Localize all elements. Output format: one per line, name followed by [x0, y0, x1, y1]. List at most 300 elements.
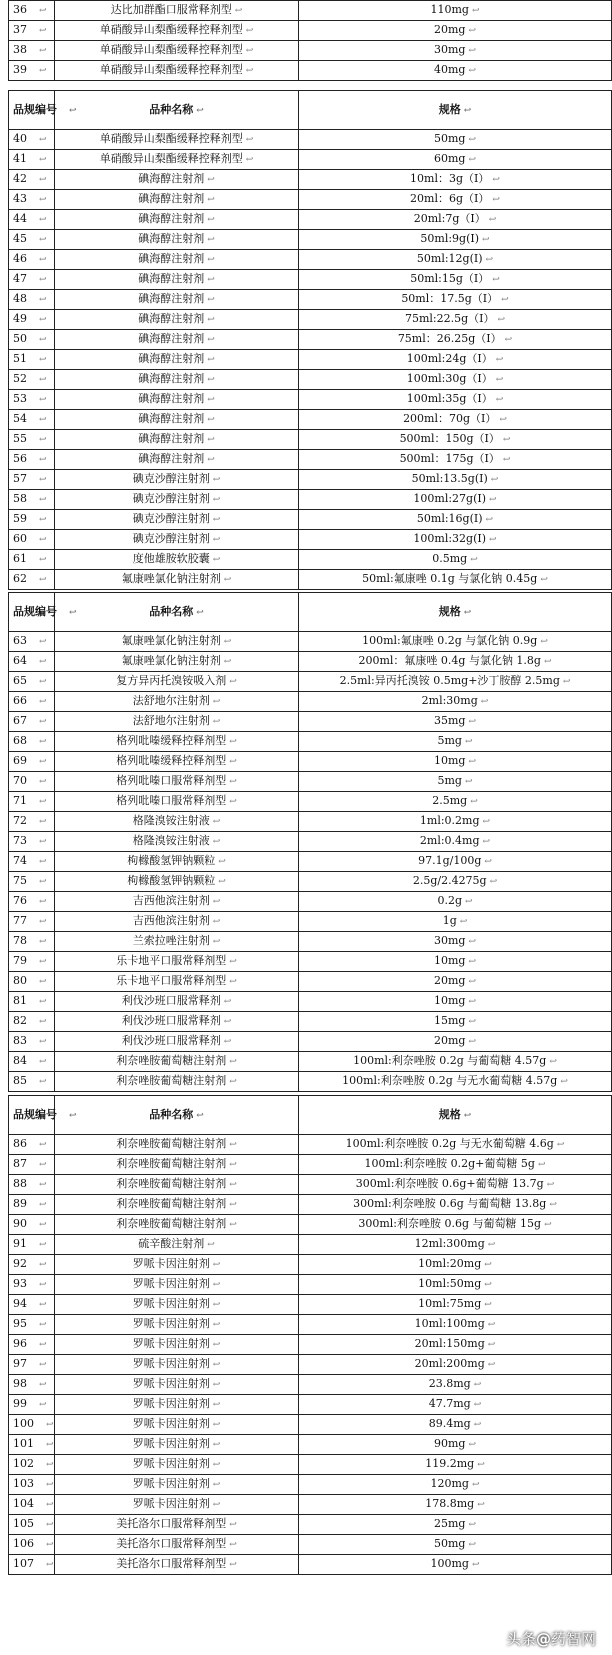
table-row	[9, 550, 612, 570]
return-mark-icon: ↩	[245, 66, 254, 76]
return-mark-icon: ↩	[39, 175, 47, 185]
row-spec: 200ml：70g（Ⅰ） ↩	[299, 410, 612, 430]
row-spec: 300ml:利奈唑胺 0.6g+葡萄糖 13.7g ↩	[299, 1175, 612, 1195]
row-spec: 50ml:15g（Ⅰ） ↩	[299, 270, 612, 290]
table-row	[9, 812, 612, 832]
row-spec: 100ml:30g（Ⅰ） ↩	[299, 370, 612, 390]
row-drug-name: 美托洛尔口服常释剂型 ↩	[55, 1555, 299, 1575]
header-spec: 规格 ↩	[299, 1096, 612, 1135]
table-row	[9, 1195, 612, 1215]
table-row	[9, 490, 612, 510]
row-drug-name: 氟康唑氯化钠注射剂 ↩	[55, 632, 299, 652]
return-mark-icon: ↩	[207, 275, 215, 285]
return-mark-icon: ↩	[212, 1300, 221, 1310]
return-mark-icon: ↩	[499, 415, 507, 425]
row-code: 50 ↩	[9, 330, 55, 350]
return-mark-icon: ↩	[468, 977, 477, 987]
row-drug-name: 碘海醇注射剂 ↩	[55, 210, 299, 230]
return-mark-icon: ↩	[459, 917, 468, 927]
table-row	[9, 150, 612, 170]
return-mark-icon: ↩	[39, 1380, 47, 1390]
return-mark-icon: ↩	[212, 1260, 221, 1270]
row-code: 57 ↩	[9, 470, 55, 490]
row-drug-name: 格列吡嗪口服常释剂型 ↩	[55, 772, 299, 792]
row-code: 84 ↩	[9, 1052, 55, 1072]
return-mark-icon: ↩	[229, 1140, 237, 1150]
return-mark-icon: ↩	[212, 937, 221, 947]
row-drug-name: 碘海醇注射剂 ↩	[55, 170, 299, 190]
table-header-row	[9, 593, 612, 632]
row-drug-name: 碘海醇注射剂 ↩	[55, 430, 299, 450]
row-code: 103 ↩	[9, 1475, 55, 1495]
return-mark-icon: ↩	[468, 717, 477, 727]
return-mark-icon: ↩	[492, 175, 500, 185]
return-mark-icon: ↩	[487, 1360, 496, 1370]
row-drug-name: 格列吡嗪口服常释剂型 ↩	[55, 792, 299, 812]
row-spec: 10mg ↩	[299, 752, 612, 772]
table-row	[9, 210, 612, 230]
return-mark-icon: ↩	[212, 717, 221, 727]
row-code: 88 ↩	[9, 1175, 55, 1195]
return-mark-icon: ↩	[207, 355, 215, 365]
row-code: 66 ↩	[9, 692, 55, 712]
row-drug-name: 单硝酸异山梨酯缓释控释剂型 ↩	[55, 130, 299, 150]
row-drug-name: 罗哌卡因注射剂 ↩	[55, 1435, 299, 1455]
return-mark-icon: ↩	[207, 435, 215, 445]
row-drug-name: 罗哌卡因注射剂 ↩	[55, 1355, 299, 1375]
return-mark-icon: ↩	[39, 637, 47, 647]
row-drug-name: 碘海醇注射剂 ↩	[55, 350, 299, 370]
return-mark-icon: ↩	[484, 1280, 492, 1290]
return-mark-icon: ↩	[39, 897, 47, 907]
row-drug-name: 格列吡嗪缓释控释剂型 ↩	[55, 732, 299, 752]
return-mark-icon: ↩	[39, 375, 47, 385]
return-mark-icon: ↩	[39, 155, 47, 165]
row-spec: 500ml：150g（Ⅰ） ↩	[299, 430, 612, 450]
table-row	[9, 1375, 612, 1395]
row-drug-name: 罗哌卡因注射剂 ↩	[55, 1335, 299, 1355]
return-mark-icon: ↩	[468, 1017, 477, 1027]
return-mark-icon: ↩	[229, 1560, 237, 1570]
row-drug-name: 碘海醇注射剂 ↩	[55, 390, 299, 410]
return-mark-icon: ↩	[229, 677, 237, 687]
return-mark-icon: ↩	[39, 575, 47, 585]
table-row	[9, 1052, 612, 1072]
row-code: 48 ↩	[9, 290, 55, 310]
return-mark-icon: ↩	[39, 957, 47, 967]
return-mark-icon: ↩	[229, 757, 237, 767]
return-mark-icon: ↩	[482, 817, 491, 827]
row-code: 47 ↩	[9, 270, 55, 290]
return-mark-icon: ↩	[504, 335, 513, 345]
return-mark-icon: ↩	[39, 46, 47, 56]
row-spec: 23.8mg ↩	[299, 1375, 612, 1395]
row-code: 104 ↩	[9, 1495, 55, 1515]
return-mark-icon: ↩	[229, 1520, 237, 1530]
return-mark-icon: ↩	[485, 515, 494, 525]
row-drug-name: 罗哌卡因注射剂 ↩	[55, 1475, 299, 1495]
row-code: 100 ↩	[9, 1415, 55, 1435]
row-spec: 100ml:利奈唑胺 0.2g 与无水葡萄糖 4.57g ↩	[299, 1072, 612, 1092]
return-mark-icon: ↩	[229, 977, 237, 987]
return-mark-icon: ↩	[207, 395, 215, 405]
table-row	[9, 41, 612, 61]
row-spec: 2ml:30mg ↩	[299, 692, 612, 712]
row-drug-name: 利奈唑胺葡萄糖注射剂 ↩	[55, 1175, 299, 1195]
row-spec: 50ml:12g(Ⅰ) ↩	[299, 250, 612, 270]
row-drug-name: 美托洛尔口服常释剂型 ↩	[55, 1535, 299, 1555]
return-mark-icon: ↩	[46, 1440, 54, 1450]
return-mark-icon: ↩	[463, 607, 472, 618]
row-code: 45 ↩	[9, 230, 55, 250]
return-mark-icon: ↩	[46, 1500, 54, 1510]
row-drug-name: 碘海醇注射剂 ↩	[55, 450, 299, 470]
return-mark-icon: ↩	[207, 375, 215, 385]
return-mark-icon: ↩	[229, 777, 237, 787]
return-mark-icon: ↩	[488, 215, 497, 225]
return-mark-icon: ↩	[39, 757, 47, 767]
row-code: 92 ↩	[9, 1255, 55, 1275]
row-code: 60 ↩	[9, 530, 55, 550]
return-mark-icon: ↩	[39, 275, 47, 285]
return-mark-icon: ↩	[196, 607, 204, 618]
row-code: 63 ↩	[9, 632, 55, 652]
return-mark-icon: ↩	[245, 155, 254, 165]
return-mark-icon: ↩	[39, 335, 47, 345]
row-spec: 20mg ↩	[299, 1032, 612, 1052]
table-row	[9, 250, 612, 270]
table-row	[9, 832, 612, 852]
table-row	[9, 1072, 612, 1092]
table-row	[9, 1295, 612, 1315]
return-mark-icon: ↩	[468, 26, 477, 36]
row-code: 78 ↩	[9, 932, 55, 952]
row-spec: 300ml:利奈唑胺 0.6g 与葡萄糖 15g ↩	[299, 1215, 612, 1235]
return-mark-icon: ↩	[46, 1560, 54, 1570]
table-row	[9, 1255, 612, 1275]
table-row	[9, 732, 612, 752]
row-drug-name: 格隆溴铵注射液 ↩	[55, 832, 299, 852]
row-code: 56 ↩	[9, 450, 55, 470]
row-drug-name: 达比加群酯口服常释剂型 ↩	[55, 1, 299, 21]
return-mark-icon: ↩	[39, 1037, 47, 1047]
row-code: 71 ↩	[9, 792, 55, 812]
row-spec: 25mg ↩	[299, 1515, 612, 1535]
row-code: 52 ↩	[9, 370, 55, 390]
header-name: 品种名称 ↩	[55, 593, 299, 632]
return-mark-icon: ↩	[468, 1037, 477, 1047]
row-spec: 20ml:200mg ↩	[299, 1355, 612, 1375]
row-drug-name: 吉西他滨注射剂 ↩	[55, 892, 299, 912]
return-mark-icon: ↩	[39, 455, 47, 465]
row-code: 44 ↩	[9, 210, 55, 230]
return-mark-icon: ↩	[212, 1380, 221, 1390]
return-mark-icon: ↩	[502, 435, 511, 445]
return-mark-icon: ↩	[39, 1280, 47, 1290]
return-mark-icon: ↩	[39, 797, 47, 807]
row-drug-name: 单硝酸异山梨酯缓释控释剂型 ↩	[55, 21, 299, 41]
return-mark-icon: ↩	[212, 475, 221, 485]
row-drug-name: 罗哌卡因注射剂 ↩	[55, 1315, 299, 1335]
return-mark-icon: ↩	[39, 66, 47, 76]
table-row	[9, 1415, 612, 1435]
row-drug-name: 利奈唑胺葡萄糖注射剂 ↩	[55, 1052, 299, 1072]
row-code: 41 ↩	[9, 150, 55, 170]
row-code: 36 ↩	[9, 1, 55, 21]
return-mark-icon: ↩	[39, 1400, 47, 1410]
return-mark-icon: ↩	[39, 295, 47, 305]
row-code: 89 ↩	[9, 1195, 55, 1215]
row-drug-name: 单硝酸异山梨酯缓释控释剂型 ↩	[55, 61, 299, 81]
return-mark-icon: ↩	[212, 535, 221, 545]
row-drug-name: 法舒地尔注射剂 ↩	[55, 692, 299, 712]
row-code: 75 ↩	[9, 872, 55, 892]
return-mark-icon: ↩	[39, 917, 47, 927]
row-drug-name: 碘海醇注射剂 ↩	[55, 310, 299, 330]
return-mark-icon: ↩	[473, 1400, 482, 1410]
return-mark-icon: ↩	[468, 155, 477, 165]
return-mark-icon: ↩	[69, 1110, 77, 1121]
row-code: 65 ↩	[9, 672, 55, 692]
header-code: 品规编号 ↩	[9, 593, 55, 632]
table-row	[9, 1012, 612, 1032]
return-mark-icon: ↩	[492, 275, 500, 285]
row-drug-name: 利奈唑胺葡萄糖注射剂 ↩	[55, 1072, 299, 1092]
return-mark-icon: ↩	[212, 1340, 221, 1350]
row-code: 90 ↩	[9, 1215, 55, 1235]
row-spec: 2ml:0.4mg ↩	[299, 832, 612, 852]
row-code: 80 ↩	[9, 972, 55, 992]
return-mark-icon: ↩	[69, 105, 77, 116]
return-mark-icon: ↩	[39, 1300, 47, 1310]
row-drug-name: 美托洛尔口服常释剂型 ↩	[55, 1515, 299, 1535]
table-row	[9, 470, 612, 490]
return-mark-icon: ↩	[212, 817, 221, 827]
row-spec: 50ml:13.5g(Ⅰ) ↩	[299, 470, 612, 490]
return-mark-icon: ↩	[39, 1140, 47, 1150]
row-drug-name: 乐卡地平口服常释剂型 ↩	[55, 972, 299, 992]
table-row	[9, 410, 612, 430]
return-mark-icon: ↩	[212, 917, 221, 927]
table-row	[9, 632, 612, 652]
row-drug-name: 利奈唑胺葡萄糖注射剂 ↩	[55, 1135, 299, 1155]
row-drug-name: 碘海醇注射剂 ↩	[55, 370, 299, 390]
header-code: 品规编号 ↩	[9, 91, 55, 130]
return-mark-icon: ↩	[207, 295, 215, 305]
table-row	[9, 972, 612, 992]
return-mark-icon: ↩	[463, 105, 472, 116]
row-drug-name: 法舒地尔注射剂 ↩	[55, 712, 299, 732]
return-mark-icon: ↩	[39, 1160, 47, 1170]
return-mark-icon: ↩	[495, 375, 504, 385]
row-code: 105 ↩	[9, 1515, 55, 1535]
return-mark-icon: ↩	[69, 607, 77, 618]
return-mark-icon: ↩	[473, 1380, 482, 1390]
return-mark-icon: ↩	[207, 415, 215, 425]
return-mark-icon: ↩	[489, 877, 498, 887]
return-mark-icon: ↩	[39, 937, 47, 947]
row-spec: 100ml:27g(Ⅰ) ↩	[299, 490, 612, 510]
return-mark-icon: ↩	[495, 355, 504, 365]
table-row	[9, 510, 612, 530]
row-code: 96 ↩	[9, 1335, 55, 1355]
return-mark-icon: ↩	[501, 295, 509, 305]
table-row	[9, 1435, 612, 1455]
return-mark-icon: ↩	[482, 837, 491, 847]
table-row	[9, 1315, 612, 1335]
row-code: 39 ↩	[9, 61, 55, 81]
row-code: 70 ↩	[9, 772, 55, 792]
table-row	[9, 1215, 612, 1235]
row-code: 72 ↩	[9, 812, 55, 832]
row-code: 42 ↩	[9, 170, 55, 190]
return-mark-icon: ↩	[468, 937, 477, 947]
drug-table-block-4	[8, 1095, 612, 1575]
return-mark-icon: ↩	[544, 1220, 552, 1230]
return-mark-icon: ↩	[489, 535, 497, 545]
return-mark-icon: ↩	[39, 435, 47, 445]
return-mark-icon: ↩	[234, 6, 243, 16]
return-mark-icon: ↩	[480, 697, 489, 707]
row-spec: 97.1g/100g ↩	[299, 852, 612, 872]
return-mark-icon: ↩	[212, 1360, 221, 1370]
return-mark-icon: ↩	[229, 1077, 237, 1087]
row-drug-name: 碘克沙醇注射剂 ↩	[55, 510, 299, 530]
return-mark-icon: ↩	[39, 657, 47, 667]
return-mark-icon: ↩	[223, 657, 232, 667]
return-mark-icon: ↩	[39, 1240, 47, 1250]
row-spec: 119.2mg ↩	[299, 1455, 612, 1475]
return-mark-icon: ↩	[245, 26, 254, 36]
table-row	[9, 1555, 612, 1575]
return-mark-icon: ↩	[39, 837, 47, 847]
table-row	[9, 1455, 612, 1475]
table-row	[9, 330, 612, 350]
row-spec: 100ml:35g（Ⅰ） ↩	[299, 390, 612, 410]
return-mark-icon: ↩	[39, 355, 47, 365]
row-spec: 20mg ↩	[299, 21, 612, 41]
return-mark-icon: ↩	[212, 515, 221, 525]
row-spec: 10ml:50mg ↩	[299, 1275, 612, 1295]
table-row	[9, 350, 612, 370]
return-mark-icon: ↩	[223, 637, 232, 647]
return-mark-icon: ↩	[556, 1140, 565, 1150]
row-spec: 50ml:9g(Ⅰ) ↩	[299, 230, 612, 250]
row-spec: 2.5mg ↩	[299, 792, 612, 812]
table-row	[9, 1535, 612, 1555]
row-code: 67 ↩	[9, 712, 55, 732]
return-mark-icon: ↩	[468, 66, 477, 76]
return-mark-icon: ↩	[492, 195, 500, 205]
table-row	[9, 1515, 612, 1535]
table-header-row	[9, 91, 612, 130]
row-spec: 5mg ↩	[299, 732, 612, 752]
row-code: 77 ↩	[9, 912, 55, 932]
row-code: 102 ↩	[9, 1455, 55, 1475]
return-mark-icon: ↩	[477, 1460, 485, 1470]
table-row	[9, 912, 612, 932]
row-spec: 47.7mg ↩	[299, 1395, 612, 1415]
row-code: 107 ↩	[9, 1555, 55, 1575]
row-code: 81 ↩	[9, 992, 55, 1012]
return-mark-icon: ↩	[46, 1540, 54, 1550]
row-code: 94 ↩	[9, 1295, 55, 1315]
return-mark-icon: ↩	[497, 315, 506, 325]
return-mark-icon: ↩	[229, 1200, 237, 1210]
return-mark-icon: ↩	[546, 1180, 555, 1190]
return-mark-icon: ↩	[39, 1360, 47, 1370]
row-code: 59 ↩	[9, 510, 55, 530]
row-code: 86 ↩	[9, 1135, 55, 1155]
return-mark-icon: ↩	[39, 1320, 47, 1330]
row-code: 43 ↩	[9, 190, 55, 210]
table-row	[9, 270, 612, 290]
return-mark-icon: ↩	[549, 1057, 557, 1067]
row-spec: 50ml：17.5g（Ⅰ） ↩	[299, 290, 612, 310]
row-spec: 100ml:32g(Ⅰ) ↩	[299, 530, 612, 550]
return-mark-icon: ↩	[39, 677, 47, 687]
row-code: 76 ↩	[9, 892, 55, 912]
return-mark-icon: ↩	[470, 797, 478, 807]
row-spec: 20ml:150mg ↩	[299, 1335, 612, 1355]
return-mark-icon: ↩	[39, 1220, 47, 1230]
return-mark-icon: ↩	[465, 897, 473, 907]
return-mark-icon: ↩	[218, 877, 226, 887]
table-row	[9, 230, 612, 250]
return-mark-icon: ↩	[212, 555, 221, 565]
return-mark-icon: ↩	[468, 135, 477, 145]
row-spec: 100ml:24g（Ⅰ） ↩	[299, 350, 612, 370]
row-code: 38 ↩	[9, 41, 55, 61]
row-spec: 10mg ↩	[299, 992, 612, 1012]
return-mark-icon: ↩	[468, 757, 477, 767]
row-drug-name: 碘克沙醇注射剂 ↩	[55, 470, 299, 490]
row-spec: 10ml:20mg ↩	[299, 1255, 612, 1275]
return-mark-icon: ↩	[212, 1420, 221, 1430]
row-drug-name: 碘海醇注射剂 ↩	[55, 190, 299, 210]
return-mark-icon: ↩	[540, 575, 548, 585]
row-code: 40 ↩	[9, 130, 55, 150]
row-drug-name: 度他雄胺软胶囊 ↩	[55, 550, 299, 570]
table-row	[9, 450, 612, 470]
row-spec: 50ml:16g(Ⅰ) ↩	[299, 510, 612, 530]
table-row	[9, 370, 612, 390]
table-row	[9, 310, 612, 330]
row-spec: 178.8mg ↩	[299, 1495, 612, 1515]
return-mark-icon: ↩	[39, 1340, 47, 1350]
row-spec: 75ml:22.5g（Ⅰ） ↩	[299, 310, 612, 330]
return-mark-icon: ↩	[229, 1160, 237, 1170]
return-mark-icon: ↩	[212, 1480, 221, 1490]
return-mark-icon: ↩	[245, 135, 254, 145]
row-spec: 20ml:7g（Ⅰ） ↩	[299, 210, 612, 230]
table-row	[9, 1275, 612, 1295]
return-mark-icon: ↩	[39, 6, 47, 16]
return-mark-icon: ↩	[39, 515, 47, 525]
row-drug-name: 碘海醇注射剂 ↩	[55, 250, 299, 270]
row-drug-name: 罗哌卡因注射剂 ↩	[55, 1455, 299, 1475]
row-code: 62 ↩	[9, 570, 55, 590]
row-code: 69 ↩	[9, 752, 55, 772]
row-code: 64 ↩	[9, 652, 55, 672]
return-mark-icon: ↩	[39, 215, 47, 225]
return-mark-icon: ↩	[468, 1520, 477, 1530]
row-spec: 90mg ↩	[299, 1435, 612, 1455]
return-mark-icon: ↩	[212, 1460, 221, 1470]
row-spec: 10ml：3g（Ⅰ） ↩	[299, 170, 612, 190]
return-mark-icon: ↩	[463, 1110, 472, 1121]
row-code: 73 ↩	[9, 832, 55, 852]
